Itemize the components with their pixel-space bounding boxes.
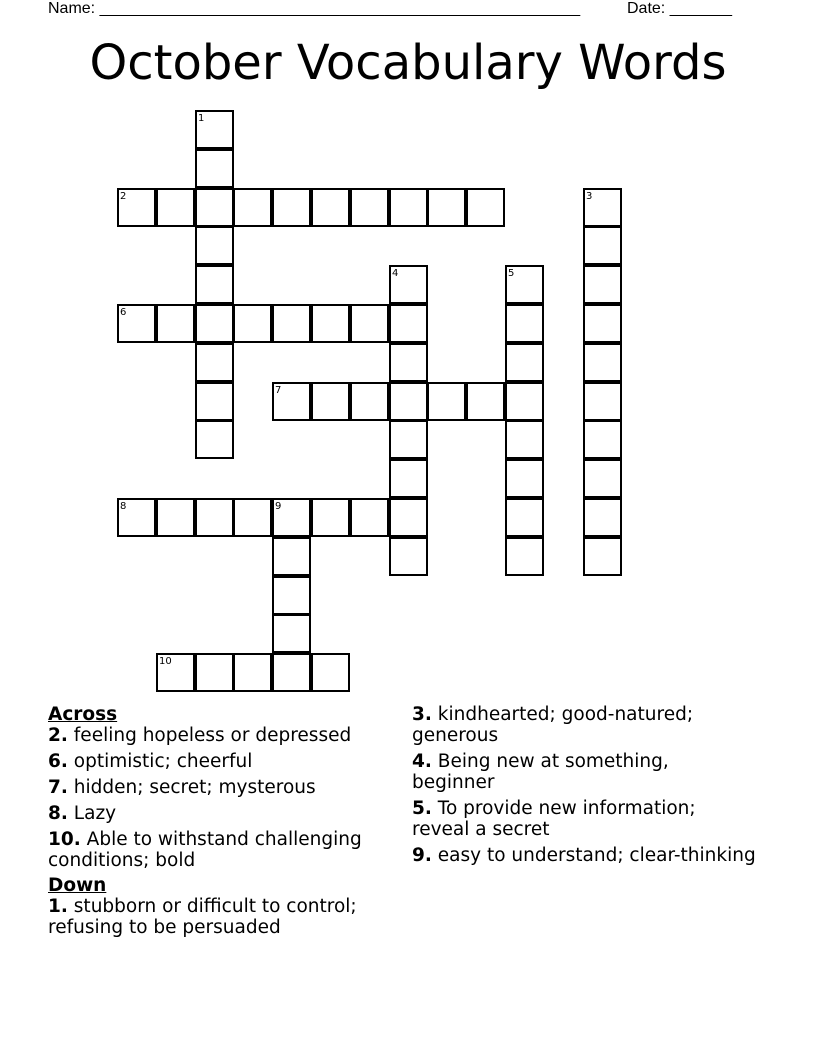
clue-number: 6.	[48, 751, 68, 772]
crossword-cell[interactable]	[505, 537, 544, 576]
crossword-cell[interactable]	[583, 537, 622, 576]
clue-text: stubborn or difficult to control; refusing to be persuaded	[48, 896, 357, 938]
crossword-cell[interactable]	[195, 653, 234, 692]
crossword-cell[interactable]	[583, 304, 622, 343]
crossword-cell[interactable]	[505, 304, 544, 343]
clue-number: 8.	[48, 803, 68, 824]
clue-text: Lazy	[73, 803, 117, 824]
cell-number: 3	[586, 191, 593, 202]
clue-number: 3.	[412, 704, 432, 725]
cell-number: 2	[120, 191, 127, 202]
across-clue	[48, 803, 393, 824]
cell-number: 5	[508, 268, 515, 279]
date-line[interactable]: Date: _______	[627, 0, 732, 17]
crossword-cell[interactable]	[195, 343, 234, 382]
down-clue	[412, 845, 757, 866]
crossword-cell[interactable]	[156, 498, 195, 537]
crossword-cell[interactable]	[389, 188, 428, 227]
clue-text: optimistic; cheerful	[73, 751, 253, 772]
crossword-cell[interactable]	[505, 420, 544, 459]
crossword-cell[interactable]	[272, 653, 311, 692]
clue-number: 1.	[48, 896, 68, 917]
crossword-cell[interactable]	[195, 188, 234, 227]
crossword-cell[interactable]	[272, 188, 311, 227]
cell-number: 9	[275, 501, 282, 512]
across-heading: Across	[48, 704, 118, 725]
crossword-cell[interactable]	[195, 420, 234, 459]
clue-text: easy to understand; clear-thinking	[437, 845, 756, 866]
down-clue	[48, 896, 393, 938]
crossword-cell[interactable]	[195, 149, 234, 188]
across-clue	[48, 829, 393, 871]
crossword-cell[interactable]	[272, 498, 311, 537]
crossword-cell[interactable]	[389, 420, 428, 459]
crossword-cell[interactable]	[156, 188, 195, 227]
crossword-cell[interactable]	[583, 343, 622, 382]
crossword-cell[interactable]	[427, 188, 466, 227]
clue-text: Being new at something, beginner	[412, 751, 669, 793]
crossword-cell[interactable]	[505, 459, 544, 498]
crossword-cell[interactable]	[583, 265, 622, 304]
clue-text: Able to withstand challenging conditions; bold	[48, 829, 362, 871]
clue-text: feeling hopeless or depressed	[73, 725, 352, 746]
page-title: October Vocabulary Words	[89, 35, 727, 91]
crossword-cell[interactable]	[195, 304, 234, 343]
cell-number: 6	[120, 307, 127, 318]
crossword-cell[interactable]	[272, 537, 311, 576]
crossword-cell[interactable]	[195, 226, 234, 265]
cell-number: 8	[120, 501, 127, 512]
crossword-cell[interactable]	[233, 188, 272, 227]
clue-text: To provide new information; reveal a secret	[412, 798, 696, 840]
down-heading: Down	[48, 875, 107, 896]
crossword-cell[interactable]	[272, 382, 311, 421]
crossword-cell[interactable]	[505, 265, 544, 304]
crossword-cell[interactable]	[505, 498, 544, 537]
crossword-cell[interactable]	[233, 653, 272, 692]
crossword-cell[interactable]	[311, 498, 350, 537]
across-clue	[48, 777, 393, 798]
crossword-cell[interactable]	[233, 304, 272, 343]
crossword-cell[interactable]	[117, 188, 156, 227]
clue-text: kindhearted; good-natured; generous	[412, 704, 694, 746]
crossword-cell[interactable]	[195, 265, 234, 304]
crossword-cell[interactable]	[583, 498, 622, 537]
crossword-cell[interactable]	[583, 459, 622, 498]
crossword-cell[interactable]	[583, 188, 622, 227]
crossword-cell[interactable]	[466, 382, 505, 421]
clue-text: hidden; secret; mysterous	[73, 777, 316, 798]
crossword-cell[interactable]	[466, 188, 505, 227]
clue-number: 9.	[412, 845, 432, 866]
crossword-cell[interactable]	[389, 343, 428, 382]
cell-number: 4	[392, 268, 399, 279]
crossword-cell[interactable]	[272, 614, 311, 653]
down-clue	[412, 798, 757, 840]
crossword-cell[interactable]	[389, 459, 428, 498]
clue-number: 7.	[48, 777, 68, 798]
crossword-cell[interactable]	[272, 576, 311, 615]
crossword-cell[interactable]	[583, 382, 622, 421]
crossword-cell[interactable]	[195, 110, 234, 149]
crossword-cell[interactable]	[389, 498, 428, 537]
down-clue	[412, 704, 757, 746]
clue-number: 5.	[412, 798, 432, 819]
crossword-cell[interactable]	[389, 382, 428, 421]
crossword-cell[interactable]	[156, 653, 195, 692]
crossword-cell[interactable]	[350, 382, 389, 421]
crossword-cell[interactable]	[311, 382, 350, 421]
cell-number: 7	[275, 385, 282, 396]
cell-number: 10	[159, 656, 172, 667]
crossword-cell[interactable]	[195, 382, 234, 421]
crossword-cell[interactable]	[195, 498, 234, 537]
clue-number: 10.	[48, 829, 81, 850]
across-clue	[48, 725, 393, 746]
crossword-cell[interactable]	[233, 498, 272, 537]
crossword-cell[interactable]	[311, 653, 350, 692]
clues-column-right	[412, 704, 757, 871]
clue-number: 4.	[412, 751, 432, 772]
crossword-cell[interactable]	[389, 537, 428, 576]
cell-number: 1	[198, 113, 205, 124]
crossword-cell[interactable]	[350, 498, 389, 537]
crossword-cell[interactable]	[311, 188, 350, 227]
crossword-cell[interactable]	[583, 226, 622, 265]
crossword-cell[interactable]	[427, 382, 466, 421]
name-line[interactable]: Name: ______________________________________________________	[48, 0, 581, 17]
crossword-cell[interactable]	[350, 304, 389, 343]
crossword-cell[interactable]	[350, 188, 389, 227]
crossword-cell[interactable]	[117, 498, 156, 537]
crossword-cell[interactable]	[505, 343, 544, 382]
crossword-cell[interactable]	[389, 265, 428, 304]
crossword-cell[interactable]	[272, 304, 311, 343]
across-clue	[48, 751, 393, 772]
crossword-cell[interactable]	[389, 304, 428, 343]
crossword-cell[interactable]	[583, 420, 622, 459]
crossword-cell[interactable]	[505, 382, 544, 421]
crossword-cell[interactable]	[117, 304, 156, 343]
clue-number: 2.	[48, 725, 68, 746]
crossword-cell[interactable]	[311, 304, 350, 343]
down-clue	[412, 751, 757, 793]
clues-column-left	[48, 704, 393, 943]
crossword-cell[interactable]	[156, 304, 195, 343]
